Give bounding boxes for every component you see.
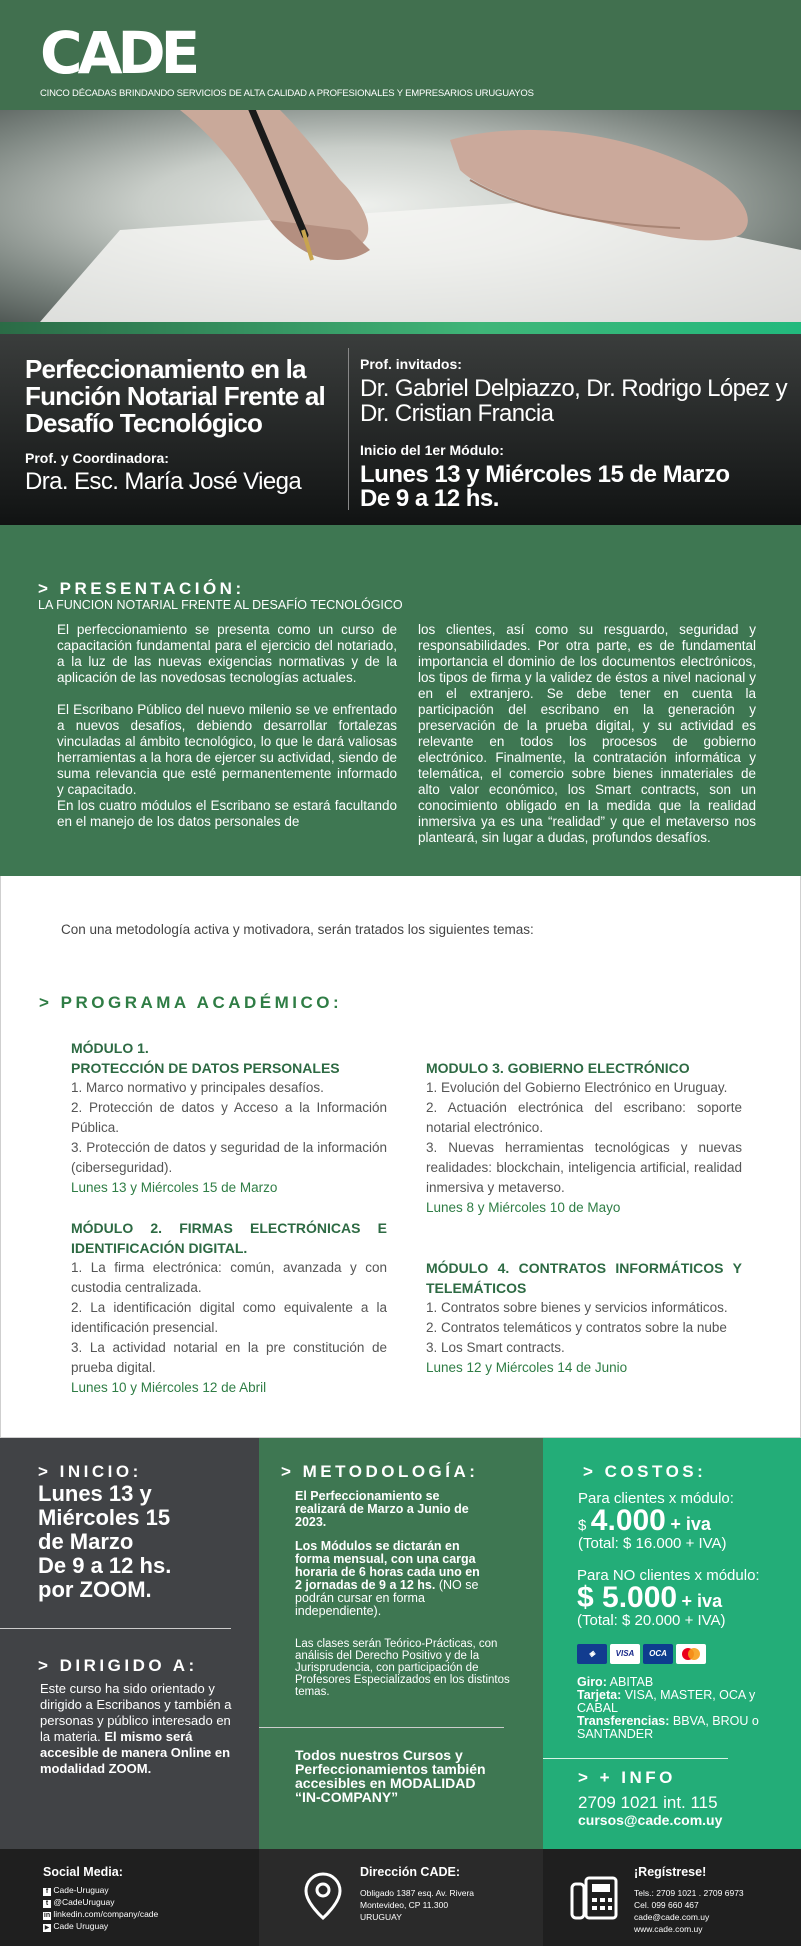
tagline: CINCO DÉCADAS BRINDANDO SERVICIOS DE ALTA CALIDAD A PROFESIONALES Y EMPRESARIOS URUGUAYOS [40, 88, 534, 99]
module-item: 3. Protección de datos y seguridad de la información (ciberseguridad). [71, 1140, 387, 1175]
module-item: 1. Evolución del Gobierno Electrónico en Uruguay. [426, 1080, 728, 1095]
nonclients-price [577, 1581, 722, 1615]
social-twitter[interactable] [43, 1896, 158, 1908]
start-dates: Lunes 13 y Miércoles 15 de Marzo [360, 461, 730, 488]
module-item: 3. La actividad notarial en la pre constitución de prueba digital. [71, 1340, 387, 1375]
inicio-line: por ZOOM. [38, 1577, 152, 1602]
hero-image [0, 110, 801, 322]
start-hours: De 9 a 12 hs. [360, 485, 499, 512]
presentation-right-column [418, 622, 756, 846]
register-cell[interactable]: Cel. 099 660 467 [634, 1900, 699, 1910]
clients-total: (Total: $ 16.000 + IVA) [578, 1535, 727, 1552]
oca-card-icon: OCA [643, 1644, 673, 1664]
social-list [43, 1884, 158, 1932]
module-date: Lunes 13 y Miércoles 15 de Marzo [71, 1180, 278, 1195]
linkedin-icon: in [43, 1912, 51, 1919]
module-date: Lunes 10 y Miércoles 12 de Abril [71, 1380, 267, 1395]
info-heading: > + INFO [578, 1768, 676, 1787]
address-line: Montevideo, CP 11.300 [360, 1900, 449, 1910]
info-email[interactable]: cursos@cade.com.uy [578, 1812, 723, 1828]
price-value: 4.000 [590, 1504, 666, 1537]
accent-strip [0, 322, 801, 334]
presentation-paragraph: El perfeccionamiento se presenta como un curso de capacitación fundamental para el ejercicio del notariado, a la luz de las nuevas exigencias normativas y de la aplicación de las novedosas tecnologías actuales. [57, 622, 397, 685]
dirigido-bold: El mismo será accesible de manera Online en modalidad ZOOM. [40, 1729, 231, 1776]
divider [259, 1727, 504, 1728]
dirigido-body: Este curso ha sido orientado y dirigido a Escribanos y también a personas y público interesado en la materia. [40, 1681, 232, 1744]
metodologia-column [259, 1438, 543, 1849]
dirigido-text [40, 1681, 236, 1777]
inicio-line: De 9 a 12 hs. [38, 1553, 172, 1578]
inicio-column [0, 1438, 259, 1849]
inicio-details [38, 1482, 171, 1602]
invited-names: Dr. Gabriel Delpiazzo, Dr. Rodrigo López y Dr. Cristian Francia [360, 375, 788, 427]
giro-label: Giro: [577, 1675, 607, 1689]
social-label: @CadeUruguay [53, 1897, 115, 1907]
presentation-paragraph: En los cuatro módulos el Escribano se estará facultando en el manejo de los datos personales de [57, 798, 397, 829]
social-label: Cade-Uruguay [53, 1885, 109, 1895]
register-lines [634, 1887, 744, 1935]
giro-value: ABITAB [609, 1675, 654, 1689]
tarjeta-label: Tarjeta: [577, 1688, 622, 1702]
clients-price [578, 1504, 711, 1538]
address-line: Obligado 1387 esq. Av. Rivera [360, 1888, 475, 1898]
module-title: MÓDULO 1. [71, 1040, 149, 1056]
metodologia-p4: Todos nuestros Cursos y Perfeccionamientos también accesibles en MODALIDAD “IN-COMPANY” [295, 1747, 486, 1805]
coord-label: Prof. y Coordinadora: [25, 450, 169, 466]
invited-label: Prof. invitados: [360, 356, 462, 372]
info-phone[interactable]: 2709 1021 int. 115 [578, 1793, 718, 1812]
payment-cards [577, 1644, 709, 1664]
footer-social [0, 1849, 259, 1946]
hand-writing-illustration [0, 110, 801, 322]
social-facebook[interactable] [43, 1884, 158, 1896]
program-intro: Con una metodología activa y motivadora, serán tratados los siguientes temas: [61, 922, 534, 937]
twitter-icon: t [43, 1900, 51, 1908]
address-lines [360, 1887, 474, 1923]
location-pin-icon [303, 1871, 343, 1921]
iva-label: + iva [670, 1514, 711, 1534]
register-title: ¡Regístrese! [634, 1865, 707, 1879]
metodologia-p1: El Perfeccionamiento se realizará de Marzo a Junio de 2023. [295, 1489, 469, 1529]
social-youtube[interactable] [43, 1920, 158, 1932]
module-item: 2. Actuación electrónica del escribano: soporte notarial electrónico. [426, 1100, 742, 1135]
header [0, 0, 801, 110]
metodologia-p2-bold: Los Módulos se dictarán en forma mensual, con una carga horaria de 6 horas cada uno en 2 jornadas de 9 a 12 hs. [295, 1539, 480, 1592]
module-4 [426, 1258, 742, 1378]
costos-column [543, 1438, 801, 1849]
module-title: MODULO 3. GOBIERNO ELECTRÓNICO [426, 1060, 690, 1076]
module-1 [71, 1038, 387, 1198]
register-phone[interactable]: Tels.: 2709 1021 . 2709 6973 [634, 1888, 744, 1898]
abitab-icon: ◈ [577, 1644, 607, 1664]
transf-value: BBVA, BROU o SANTANDER [577, 1714, 759, 1741]
presentation-paragraph: los clientes, así como su resguardo, seguridad y responsabilidades. Por otra parte, es de fundamental importancia el dominio de los documentos electrónicos, los tipos de firma y la validez de éstos a nivel nacional y en el extranjero. Se debe tener en cuenta la participación del escribano en la generación y preservación de la prueba digital, y su actividad es relevante en todos los procesos de gobierno electrónico. Finalmente, la contratación informática y telemática, el comercio sobre bienes inmateriales de alto valor económico, los Smart contracts, son un conocimiento obligado en la medida que la realidad inmersiva ya es una “realidad” y que el metaverso nos planteará, sin lugar a dudas, profundos desafíos. [418, 622, 756, 845]
module-date: Lunes 8 y Miércoles 10 de Mayo [426, 1200, 621, 1215]
nonclients-total: (Total: $ 20.000 + IVA) [577, 1612, 726, 1629]
course-band [0, 334, 801, 525]
module-title: MÓDULO 2. FIRMAS ELECTRÓNICAS E IDENTIFICACIÓN DIGITAL. [71, 1220, 387, 1256]
module-title: PROTECCIÓN DE DATOS PERSONALES [71, 1060, 340, 1076]
module-item: 1. La firma electrónica: común, avanzada y con custodia centralizada. [71, 1260, 387, 1295]
inicio-line: Lunes 13 y [38, 1481, 152, 1506]
module-item: 2. Protección de datos y Acceso a la Información Pública. [71, 1100, 387, 1135]
footer-address [259, 1849, 543, 1946]
phone-fax-icon [570, 1874, 618, 1920]
module-3 [426, 1058, 742, 1218]
module-2 [71, 1218, 387, 1398]
visa-card-icon: VISA [610, 1644, 640, 1664]
presentation-left-column [57, 622, 397, 830]
address-title: Dirección CADE: [360, 1865, 461, 1879]
module-item: 1. Contratos sobre bienes y servicios informáticos. [426, 1300, 728, 1315]
inicio-heading: > INICIO: [38, 1462, 142, 1481]
presentation-section [0, 525, 801, 876]
module-item: 2. La identificación digital como equivalente a la identificación presencial. [71, 1300, 387, 1335]
currency: $ [578, 1517, 587, 1534]
facebook-icon: f [43, 1888, 51, 1896]
dirigido-heading: > DIRIGIDO A: [38, 1656, 198, 1675]
register-email[interactable]: cade@cade.com.uy [634, 1912, 710, 1922]
social-linkedin[interactable] [43, 1908, 158, 1920]
inicio-line: Miércoles 15 [38, 1505, 171, 1530]
program-heading: > PROGRAMA ACADÉMICO: [39, 993, 343, 1012]
presentation-heading: > PRESENTACIÓN: [38, 579, 245, 598]
metodologia-p3: Las clases serán Teórico-Prácticas, con análisis del Derecho Positivo y de la Jurisprudencia, con participación de Profesores Especializados en los distintos temas. [295, 1638, 510, 1698]
social-label: linkedin.com/company/cade [53, 1909, 159, 1919]
course-title: Perfeccionamiento en la Función Notarial Frente al Desafío Tecnológico [25, 354, 325, 438]
module-item: 2. Contratos telemáticos y contratos sobre la nube [426, 1320, 727, 1335]
metodologia-p2-rest: (NO se podrán cursar en forma independiente). [295, 1578, 479, 1618]
youtube-icon: ▶ [44, 1925, 50, 1931]
module-item: 1. Marco normativo y principales desafíos. [71, 1080, 324, 1095]
footer-register [543, 1849, 801, 1946]
program-section [0, 876, 801, 1438]
social-title: Social Media: [43, 1865, 123, 1879]
module-date: Lunes 12 y Miércoles 14 de Junio [426, 1360, 628, 1375]
transf-label: Transferencias: [577, 1714, 670, 1728]
inicio-line: de Marzo [38, 1529, 134, 1554]
clients-label: Para clientes x módulo: [578, 1490, 734, 1507]
presentation-subheading: LA FUNCION NOTARIAL FRENTE AL DESAFÍO TECNOLÓGICO [38, 598, 403, 612]
module-title: MÓDULO 4. CONTRATOS INFORMÁTICOS Y TELEMÁTICOS [426, 1260, 742, 1296]
register-website[interactable]: www.cade.com.uy [634, 1924, 703, 1934]
costos-heading: > COSTOS: [583, 1462, 707, 1481]
cade-logo: CADE [40, 19, 196, 87]
module-item: 3. Nuevas herramientas tecnológicas y nuevas realidades: blockchain, inteligencia artificial, realidad inmersiva y metaverso. [426, 1140, 742, 1195]
band-divider [348, 348, 349, 510]
presentation-paragraph: El Escribano Público del nuevo milenio se ve enfrentado a nuevos desafíos, debiendo desarrollar fortalezas vinculadas al ámbito tecnológico, lo que le dará valiosas herramientas a la hora de ejercer su actividad, siendo de suma relevancia que esté permanentemente informado y capacitado. [57, 702, 397, 797]
metodologia-heading: > METODOLOGÍA: [281, 1462, 479, 1481]
divider [0, 1628, 231, 1629]
module-item: 3. Los Smart contracts. [426, 1340, 565, 1355]
address-line: URUGUAY [360, 1912, 402, 1922]
footer [0, 1849, 801, 1946]
start-label: Inicio del 1er Módulo: [360, 442, 504, 458]
coord-name: Dra. Esc. María José Viega [25, 468, 302, 495]
iva-label: + iva [681, 1591, 723, 1611]
tarjeta-value: VISA, MASTER, OCA y CABAL [577, 1688, 756, 1715]
mastercard-icon [676, 1644, 706, 1664]
social-label: Cade Uruguay [53, 1921, 109, 1931]
price-value: $ 5.000 [577, 1581, 678, 1614]
divider [543, 1758, 728, 1759]
metodologia-p2 [295, 1540, 485, 1618]
payment-methods [577, 1676, 777, 1741]
nonclients-label: Para NO clientes x módulo: [577, 1567, 760, 1584]
